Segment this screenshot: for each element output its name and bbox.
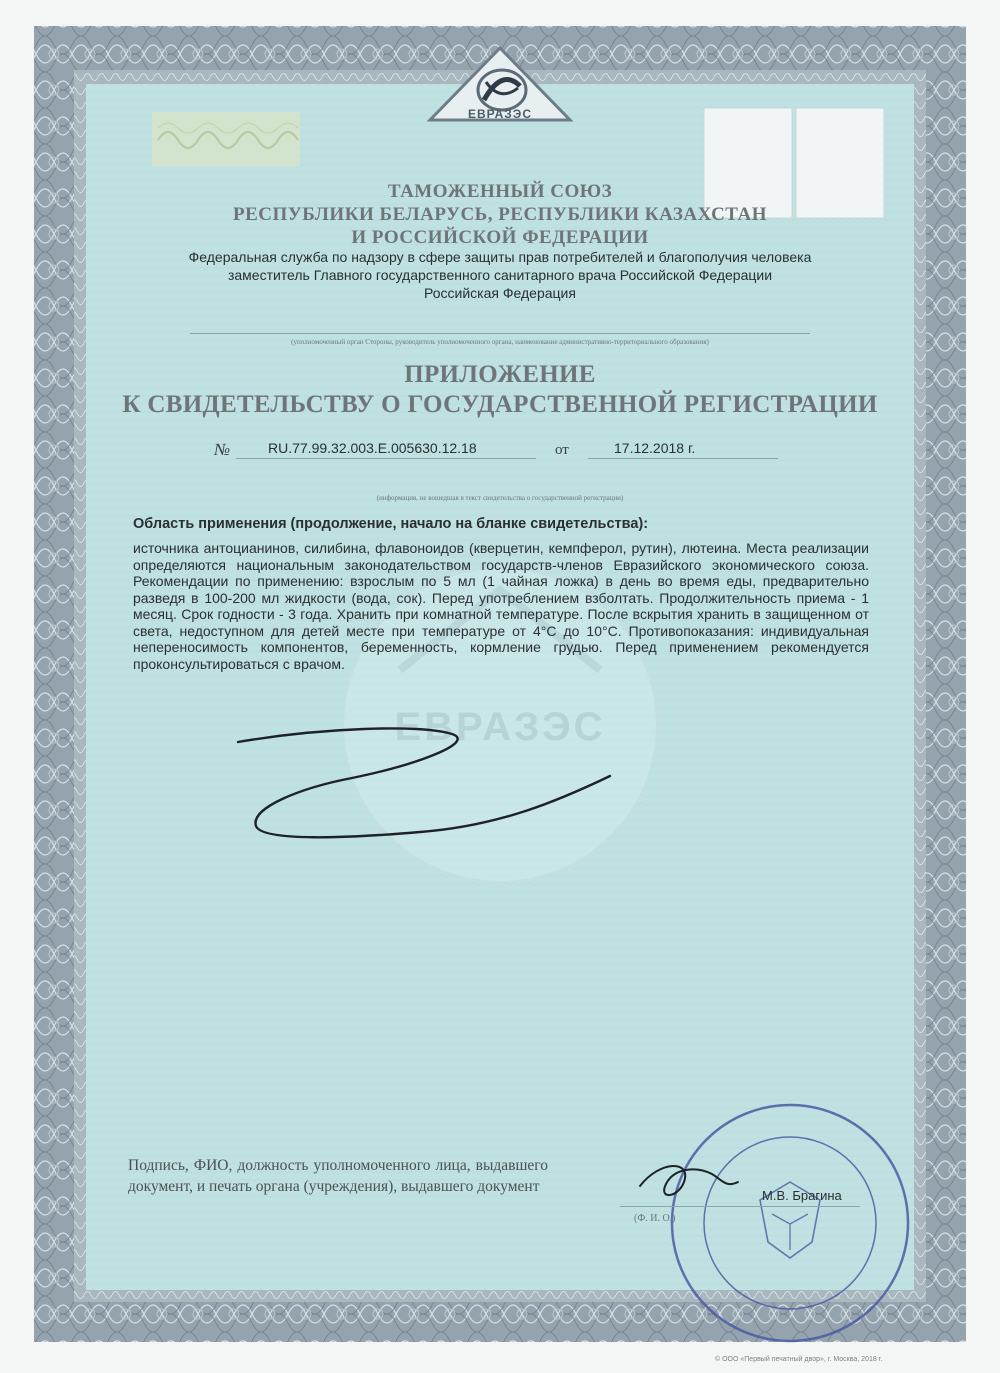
date-underline xyxy=(588,458,778,459)
scope-heading: Область применения (продолжение, начало на бланке свидетельства): xyxy=(133,516,649,532)
authority-line-3: Российская Федерация xyxy=(424,285,576,301)
authority-line-1: Федеральная служба по надзору в сфере защиты прав потребителей и благополучия человека xyxy=(188,249,812,265)
scope-text: источника антоцианинов, силибина, флавоноидов (кверцетин, кемпферол, рутин), лютеина. Места реализации определяются национальным законодательством государств-членов Евразийского экономического союза. Рекомендации по применению: взрослым по 5 мл (1 чайная ложка) в день во время еды, предварительно разведя в 100-200 мл жидкости (вода, сок). Перед употреблением взболтать. Продолжительность приема - 1 месяц. Срок годности - 3 года. Хранить при комнатной температуре. После вскрытия хранить в защищенном от света, недоступном для детей месте при температуре от 4°С до 10°С. Противопоказания: индивидуальная непереносимость компонентов, беременность, кормление грудью. Перед применением рекомендуется проконсультироваться с врачом. xyxy=(133,540,869,672)
appendix-title-line-1: ПРИЛОЖЕНИЕ xyxy=(404,361,596,388)
appendix-title-line-2: К СВИДЕТЕЛЬСТВУ О ГОСУДАРСТВЕННОЙ РЕГИСТРАЦИИ xyxy=(122,391,878,418)
authority-line-2: заместитель Главного государственного санитарного врача Российской Федерации xyxy=(227,267,773,283)
signature-underline xyxy=(620,1206,860,1207)
fio-caption: (Ф. И. О.) xyxy=(634,1213,676,1224)
printer-copyright: © ООО «Первый печатный двор», г. Москва, 2018 г. xyxy=(715,1356,883,1363)
date-label: от xyxy=(555,442,569,458)
registration-caption: (информация, не вошедшая в текст свидетельства о государственной регистрации) xyxy=(376,494,624,502)
number-underline xyxy=(236,458,536,459)
registration-date: 17.12.2018 г. xyxy=(614,440,696,456)
union-line-3: И РОССИЙСКОЙ ФЕДЕРАЦИИ xyxy=(351,227,649,248)
union-line-1: ТАМОЖЕННЫЙ СОЮЗ xyxy=(387,181,613,202)
appendix-title xyxy=(0,360,1000,420)
union-line-2: РЕСПУБЛИКИ БЕЛАРУСЬ, РЕСПУБЛИКИ КАЗАХСТАН xyxy=(232,204,768,225)
signature-label: Подпись, ФИО, должность уполномоченного лица, выдавшего документ, и печать органа (учреждения), выдавшего документ xyxy=(128,1157,548,1195)
eurasec-logo-text: ЕВРАЗЭС xyxy=(467,107,533,121)
registration-number: RU.77.99.32.003.Е.005630.12.18 xyxy=(268,440,477,456)
authority-caption: (уполномоченный орган Стороны, руководитель уполномоченного органа, наименование административно-территориального образования) xyxy=(291,338,709,346)
number-label: № xyxy=(214,440,231,459)
authority-block xyxy=(0,248,1000,302)
authority-rule xyxy=(190,333,810,334)
svg-text:ЕВРАЗЭС: ЕВРАЗЭС xyxy=(394,705,606,749)
union-title xyxy=(0,180,1000,249)
signer-name: М.В. Брагина xyxy=(762,1188,842,1203)
